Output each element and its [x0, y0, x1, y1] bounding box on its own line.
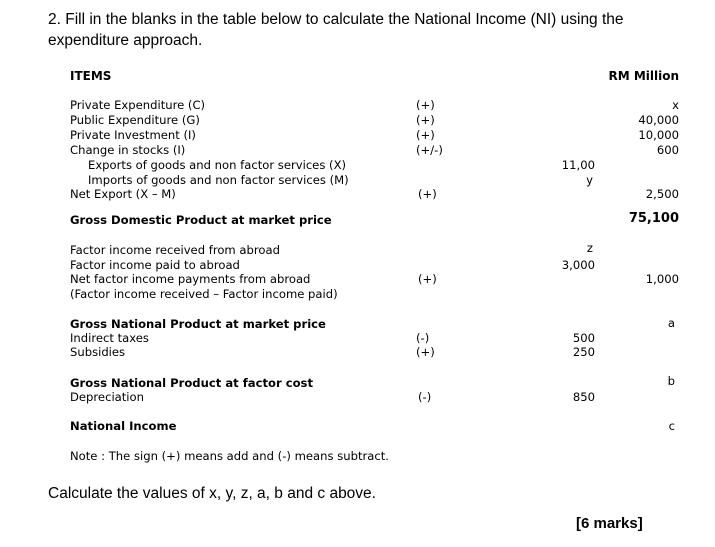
amount-header: RM Million: [608, 69, 679, 83]
change-in-stocks-amount: 600: [656, 143, 679, 157]
public-expenditure-sign: (+): [416, 113, 435, 127]
private-expenditure-sign: (+): [416, 98, 435, 112]
factor-paid-amount: 3,000: [561, 258, 595, 272]
depreciation-label: Depreciation: [70, 390, 144, 404]
net-factor-note: (Factor income received – Factor income paid): [70, 287, 338, 301]
instruction-text: Calculate the values of x, y, z, a, b and c above.: [48, 485, 376, 502]
private-expenditure-label: Private Expenditure (C): [70, 98, 206, 112]
national-income-label: National Income: [70, 419, 177, 433]
private-investment-sign: (+): [416, 128, 435, 142]
gnp-factor-amount: b: [667, 374, 675, 388]
items-header: ITEMS: [70, 69, 112, 83]
national-income-amount: c: [668, 419, 675, 433]
subsidies-sign: (+): [416, 345, 435, 359]
subsidies-amount: 250: [572, 345, 595, 359]
net-export-sign: (+): [418, 187, 437, 201]
factor-received-amount: z: [586, 241, 593, 255]
imports-amount: y: [586, 173, 593, 187]
change-in-stocks-sign: (+/-): [416, 143, 443, 157]
private-investment-amount: 10,000: [638, 128, 679, 142]
net-factor-amount: 1,000: [645, 272, 679, 286]
public-expenditure-amount: 40,000: [638, 113, 679, 127]
gdp-amount: 75,100: [628, 211, 679, 226]
factor-received-label: Factor income received from abroad: [70, 243, 280, 257]
change-in-stocks-label: Change in stocks (I): [70, 143, 186, 157]
net-export-amount: 2,500: [645, 187, 679, 201]
depreciation-sign: (-): [418, 390, 432, 404]
private-expenditure-amount: x: [672, 98, 679, 112]
gnp-market-label: Gross National Product at market price: [70, 317, 326, 331]
imports-label: Imports of goods and non factor services (M): [88, 173, 349, 187]
marks-label: [6 marks]: [576, 515, 643, 532]
gnp-factor-label: Gross National Product at factor cost: [70, 376, 313, 390]
gdp-label: Gross Domestic Product at market price: [70, 213, 332, 227]
net-factor-label: Net factor income payments from abroad: [70, 272, 311, 286]
exports-label: Exports of goods and non factor services (X): [88, 158, 347, 172]
factor-paid-label: Factor income paid to abroad: [70, 258, 240, 272]
question-text: 2. Fill in the blanks in the table below to calculate the National Income (NI) using the expenditure approach.: [48, 11, 624, 49]
net-export-label: Net Export (X – M): [70, 187, 176, 201]
depreciation-amount: 850: [572, 390, 595, 404]
exports-amount: 11,00: [561, 158, 595, 172]
net-factor-sign: (+): [418, 272, 437, 286]
indirect-taxes-label: Indirect taxes: [70, 331, 149, 345]
public-expenditure-label: Public Expenditure (G): [70, 113, 200, 127]
sign-note: Note : The sign (+) means add and (-) means subtract.: [70, 449, 389, 463]
indirect-taxes-amount: 500: [572, 331, 595, 345]
indirect-taxes-sign: (-): [416, 331, 430, 345]
subsidies-label: Subsidies: [70, 345, 126, 359]
private-investment-label: Private Investment (I): [70, 128, 196, 142]
gnp-market-amount: a: [667, 316, 675, 330]
